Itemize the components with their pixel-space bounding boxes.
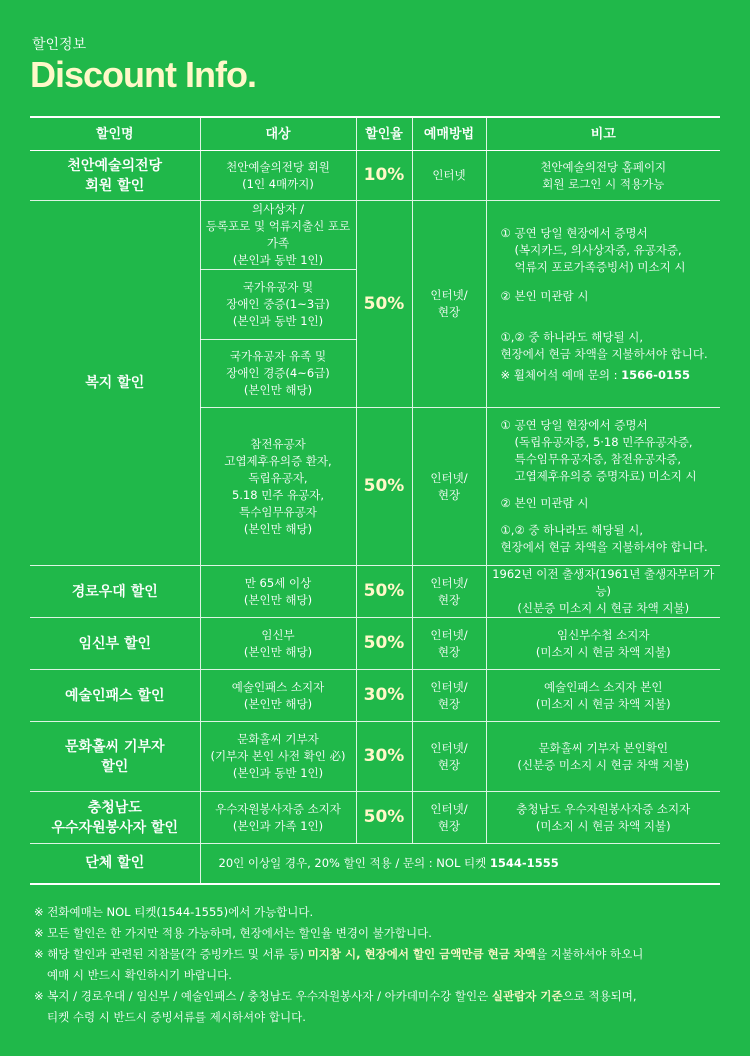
discount-target: 만 65세 이상 (본인만 해당) [200,566,356,618]
discount-note: ① 공연 당일 현장에서 증명서 (독립유공자증, 5·18 민주유공자증, 특수임무유공자증, 참전유공자증, 고엽제후유의증 증명자료) 미소지 시 ② 본인 미관람 시 ①,② 중 하나라도 해당될 시, 현장에서 현금 차액을 지불하셔야 합니다. [486,408,720,566]
footnote: ※ 복지 / 경로우대 / 임신부 / 예술인패스 / 충청남도 우수자원봉사자 / 아카데미수강 할인은 실관람자 기준으로 적용되며, [34,989,637,1003]
booking-method: 인터넷/ 현장 [412,566,486,618]
booking-method: 인터넷/ 현장 [412,792,486,844]
footnote: ※ 모든 할인은 한 가지만 적용 가능하며, 현장에서는 할인율 변경이 불가합니다. [34,926,432,940]
footnote: ※ 전화예매는 NOL 티켓(1544-1555)에서 가능합니다. [34,905,314,919]
discount-rate: 50% [356,408,412,566]
table-row [30,722,720,792]
booking-method: 인터넷/ 현장 [412,618,486,670]
col-header-name: 할인명 [30,117,200,151]
discount-table [30,116,720,885]
table-row [30,151,720,201]
discount-name: 예술인패스 할인 [64,687,165,704]
discount-rate: 50% [356,201,412,408]
discount-name: 경로우대 할인 [71,583,158,600]
booking-method: 인터넷/ 현장 [412,670,486,722]
discount-note: 예술인패스 소지자 본인 (미소지 시 현금 차액 지불) [486,670,720,722]
col-header-rate: 할인율 [356,117,412,151]
discount-target: 천안예술의전당 회원 (1인 4매까지) [200,151,356,201]
booking-method: 인터넷/ 현장 [412,408,486,566]
discount-name: 문화홀씨 기부자 할인 [64,738,165,775]
discount-target: 국가유공자 및 장애인 중증(1~3급) (본인과 동반 1인) [200,270,356,340]
discount-note: 충청남도 우수자원봉사자증 소지자 (미소지 시 현금 차액 지불) [486,792,720,844]
discount-rate: 50% [356,618,412,670]
footnote: 예매 시 반드시 확인하시기 바랍니다. [47,968,232,982]
discount-name: 임신부 할인 [78,635,151,652]
col-header-note: 비고 [486,117,720,151]
discount-rate: 50% [356,792,412,844]
booking-method: 인터넷/ 현장 [412,722,486,792]
discount-target: 국가유공자 유족 및 장애인 경증(4~6급) (본인만 해당) [200,340,356,408]
discount-note: 임신부수첩 소지자 (미소지 시 현금 차액 지불) [486,618,720,670]
discount-rate: 10% [356,151,412,201]
col-header-target: 대상 [200,117,356,151]
discount-note: 천안예술의전당 홈페이지 회원 로그인 시 적용가능 [486,151,720,201]
discount-target: 임신부 (본인만 해당) [200,618,356,670]
discount-name: 복지 할인 [30,201,200,566]
discount-rate: 30% [356,670,412,722]
group-discount-info: 20인 이상일 경우, 20% 할인 적용 / 문의 : NOL 티켓 1544-1555 [200,844,720,884]
discount-target: 예술인패스 소지자 (본인만 해당) [200,670,356,722]
table-row [30,670,720,722]
discount-target: 우수자원봉사자증 소지자 (본인과 가족 1인) [200,792,356,844]
discount-target: 참전유공자 고엽제후유의증 환자, 독립유공자, 5.18 민주 유공자, 특수임무유공자 (본인만 해당) [200,408,356,566]
discount-target: 의사상자 / 등록포로 및 억류지출신 포로가족 (본인과 동반 1인) [200,201,356,270]
footnotes [34,902,724,1028]
discount-name: 단체 할인 [30,844,200,884]
booking-method: 인터넷/ 현장 [412,201,486,408]
page-title: Discount Info. [30,54,256,95]
table-row [30,618,720,670]
footnote: ※ 해당 할인과 관련된 지참물(각 증빙카드 및 서류 등) 미지참 시, 현장에서 할인 금액만큼 현금 차액을 지불하셔야 하오니 [34,947,644,961]
discount-name: 천안예술의전당 회원 할인 [67,157,163,194]
table-header-row [30,117,720,151]
table-row [30,792,720,844]
discount-rate: 50% [356,566,412,618]
discount-rate: 30% [356,722,412,792]
page-subtitle: 할인정보 [32,37,87,53]
discount-note: ① 공연 당일 현장에서 증명서 (복지카드, 의사상자증, 유공자증, 억류지 포로가족증빙서) 미소지 시 ② 본인 미관람 시 ①,② 중 하나라도 해당될 시, 현장에서 현금 차액을 지불하셔야 합니다. ※ 휠체어석 예매 문의 : 1566-0155 [486,201,720,408]
table-row [30,201,720,270]
table-row [30,566,720,618]
discount-name: 충청남도 우수자원봉사자 할인 [51,799,179,836]
discount-note: 1962년 이전 출생자(1961년 출생자부터 가능) (신분증 미소지 시 현금 차액 지불) [486,566,720,618]
discount-note: 문화홀씨 기부자 본인확인 (신분증 미소지 시 현금 차액 지불) [486,722,720,792]
footnote: 티켓 수령 시 반드시 증빙서류를 제시하셔야 합니다. [47,1010,306,1024]
col-header-method: 예매방법 [412,117,486,151]
booking-method: 인터넷 [412,151,486,201]
table-row [30,844,720,884]
discount-target: 문화홀씨 기부자 (기부자 본인 사전 확인 必) (본인과 동반 1인) [200,722,356,792]
